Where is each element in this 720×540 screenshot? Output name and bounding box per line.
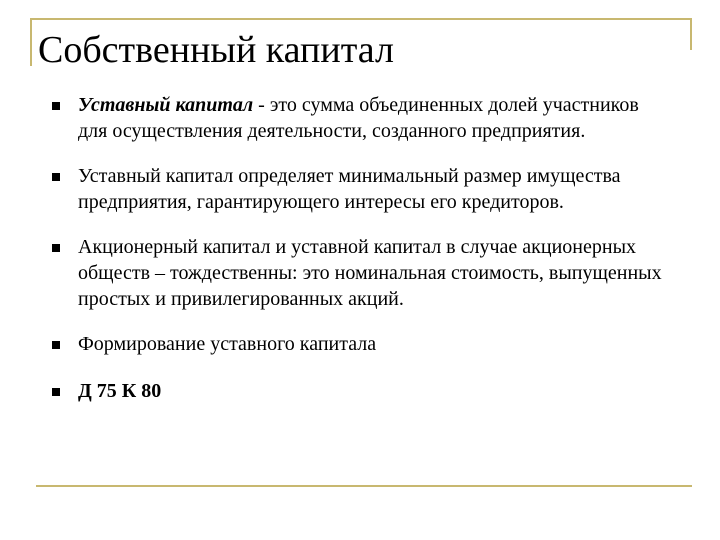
slide-title: Собственный капитал xyxy=(38,29,394,71)
square-bullet-icon xyxy=(52,341,60,349)
title-frame-right-line xyxy=(690,18,692,50)
title-frame-left-line xyxy=(30,18,32,66)
bullet-list xyxy=(52,92,672,423)
list-item xyxy=(52,92,672,144)
list-item xyxy=(52,163,672,215)
square-bullet-icon xyxy=(52,173,60,181)
title-frame-top-line xyxy=(30,18,692,20)
list-item xyxy=(52,378,672,404)
square-bullet-icon xyxy=(52,244,60,252)
bullet-text: Уставный капитал определяет минимальный размер имущества предприятия, гарантирующего интересы его кредиторов. xyxy=(78,165,621,213)
term-label: Уставный капитал xyxy=(78,94,254,116)
square-bullet-icon xyxy=(52,388,60,396)
bottom-divider xyxy=(36,485,692,487)
list-item xyxy=(52,331,672,357)
bullet-text: Акционерный капитал и уставной капитал в случае акционерных обществ – тождественны: это номинальная стоимость, выпущенных простых и привилегированных акций. xyxy=(78,236,662,310)
square-bullet-icon xyxy=(52,102,60,110)
list-item xyxy=(52,234,672,312)
bullet-text: - это сумма объединенных долей участников для осуществления деятельности, созданного предприятия. xyxy=(78,94,639,142)
bullet-text: Формирование уставного капитала xyxy=(78,333,377,355)
bullet-text: Д 75 К 80 xyxy=(78,380,162,402)
